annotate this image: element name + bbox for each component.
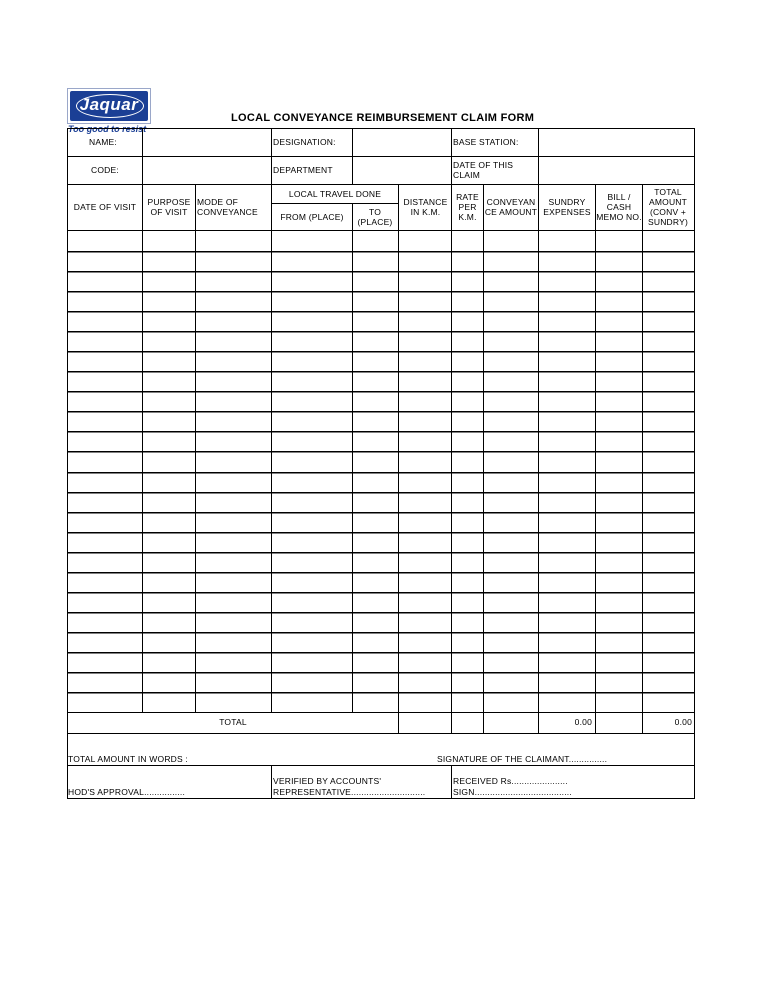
col-distance: DISTANCE IN K.M. — [403, 197, 448, 217]
col-mode: MODE OF CONVEYANCE — [197, 197, 258, 217]
col-bill: BILL / CASH MEMO NO. — [596, 192, 642, 222]
claimant-signature: SIGNATURE OF THE CLAIMANT............... — [437, 754, 608, 764]
total-label: TOTAL — [219, 717, 247, 727]
col-conveyance: CONVEYANCE AMOUNT — [484, 197, 538, 217]
logo-tagline: Too good to resist — [68, 124, 147, 134]
code-field[interactable] — [143, 157, 271, 184]
col-local-travel: LOCAL TRAVEL DONE — [288, 189, 382, 199]
col-from: FROM (PLACE) — [280, 212, 344, 222]
name-label: NAME: — [89, 137, 117, 147]
date-of-claim-field[interactable] — [539, 157, 694, 184]
entry-rows-area[interactable] — [68, 231, 694, 712]
total-amount-value: 0.00 — [674, 717, 692, 727]
col-purpose: PURPOSE OF VISIT — [147, 197, 191, 217]
col-sundry: SUNDRY EXPENSES — [543, 197, 591, 217]
received-sign: SIGN...................................... — [453, 787, 572, 797]
total-in-words-label: TOTAL AMOUNT IN WORDS : — [68, 754, 188, 764]
col-date-of-visit: DATE OF VISIT — [73, 202, 137, 212]
designation-field[interactable] — [353, 129, 451, 156]
department-field[interactable] — [353, 157, 451, 184]
date-of-claim-label: DATE OF THIS CLAIM — [453, 160, 514, 180]
designation-label: DESIGNATION: — [273, 137, 336, 147]
total-sundry-value: 0.00 — [574, 717, 592, 727]
received-amount: RECEIVED Rs...................... — [453, 776, 568, 786]
base-station-field[interactable] — [539, 129, 694, 156]
form-title: LOCAL CONVEYANCE REIMBURSEMENT CLAIM FORM — [231, 112, 535, 124]
col-to: TO (PLACE) — [357, 207, 393, 227]
department-label: DEPARTMENT — [273, 165, 333, 175]
accounts-representative: REPRESENTATIVE............................. — [273, 787, 426, 797]
code-label: CODE: — [91, 165, 119, 175]
logo-brand: Jaquar — [79, 95, 139, 114]
hod-approval: HOD'S APPROVAL................ — [68, 787, 186, 797]
verified-by-accounts: VERIFIED BY ACCOUNTS' — [273, 776, 382, 786]
name-field[interactable] — [143, 129, 271, 156]
col-total: TOTAL AMOUNT (CONV + SUNDRY) — [648, 187, 688, 227]
col-rate: RATE PER K.M. — [456, 192, 479, 222]
base-station-label: BASE STATION: — [453, 137, 519, 147]
